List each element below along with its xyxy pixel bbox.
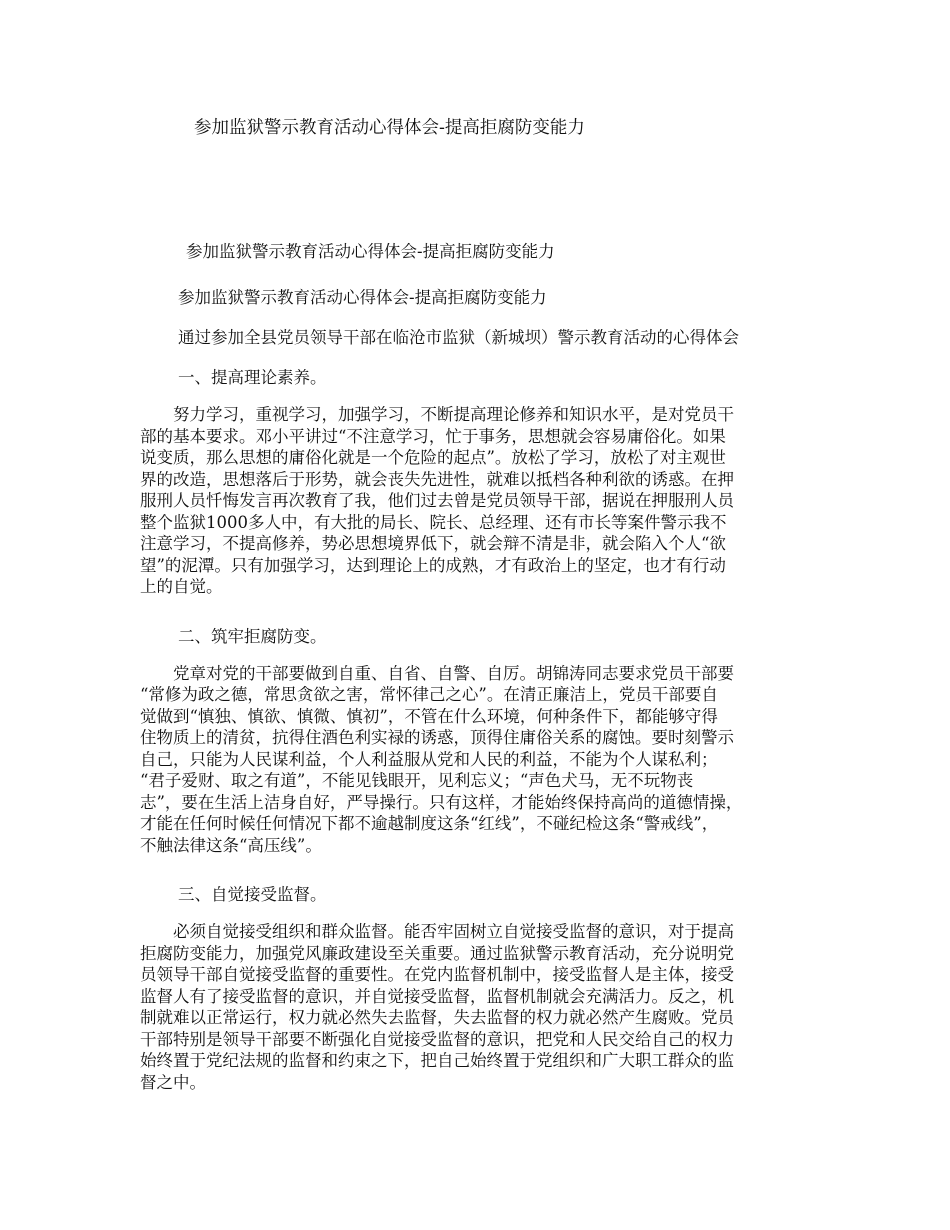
section-paragraph [140,663,820,857]
paragraph-line: 党章对党的干部要做到自重、自省、自警、自厉。胡锦涛同志要求党员干部要 [140,663,734,683]
sub-title: 参加监狱警示教育活动心得体会-提高拒腐防变能力 [186,242,555,261]
section-paragraph [140,921,820,1093]
intro-line: 通过参加全县党员领导干部在临沧市监狱（新城坝）警示教育活动的心得体会 [178,328,739,347]
section-heading: 二、筑牢拒腐防变。 [178,626,327,646]
paragraph-line: 界的改造，思想落后于形势，就会丧失先进性，就难以抵档各种利欲的诱惑。在押 [140,469,734,489]
paragraph-line: 监督人有了接受监督的意识，并自觉接受监督，监督机制就会充满活力。反之，机 [140,986,734,1006]
paragraph-line: 督之中。 [140,1072,206,1092]
paragraph-line: 部的基本要求。邓小平讲过“不注意学习，忙于事务，思想就会容易庸俗化。如果 [140,426,726,446]
paragraph-line: 干部特别是领导干部要不断强化自觉接受监督的意识，把党和人民交给自己的权力 [140,1029,734,1049]
paragraph-line: 说变质，那么思想的庸俗化就是一个危险的起点”。放松了学习，放松了对主观世 [140,448,726,467]
paragraph-line: 上的自觉。 [140,577,223,596]
page-title: 参加监狱警示教育活动心得体会-提高拒腐防变能力 [194,118,585,138]
paragraph-line: 必须自觉接受组织和群众监督。能否牢固树立自觉接受监督的意识，对于提高 [140,922,734,941]
paragraph-line: 自己，只能为人民谋利益，个人利益服从党和人民的利益，不能为个人谋私利； [140,749,718,769]
paragraph-line: “君子爱财、取之有道”，不能见钱眼开，见利忘义；“声色犬马，无不玩物丧 [140,771,694,790]
paragraph-line: 服刑人员忏悔发言再次教育了我，他们过去曾是党员领导干部，据说在押服刑人员 [140,491,734,510]
document-body [140,238,820,1118]
paragraph-line: 望”的泥潭。只有加强学习，达到理论上的成熟，才有政治上的坚定，也才有行动 [140,555,726,575]
paragraph-line: 不触法律这条“高压线”。 [140,835,322,855]
paragraph-line: 努力学习，重视学习，加强学习，不断提高理论修养和知识水平，是对党员干 [140,405,734,424]
paragraph-line: 注意学习，不提高修养，势必思想境界低下，就会辩不清是非，就会陷入个人“欲 [140,534,726,553]
paragraph-line: 才能在任何时候任何情况下都不逾越制度这条“红线”，不碰纪检这条“警戒线”， [140,814,719,833]
paragraph-line: 拒腐防变能力，加强党风廉政建设至关重要。通过监狱警示教育活动，充分说明党 [140,943,734,963]
section-paragraph [140,404,820,598]
paragraph-line: 制就难以正常运行，权力就必然失去监督，失去监督的权力就必然产生腐败。党员 [140,1008,734,1027]
paragraph-line: 住物质上的清贫，抗得住酒色利实禄的诱惑，顶得住庸俗关系的腐蚀。要时刻警示 [140,728,734,747]
paragraph-line: 整个监狱1000多人中，有大批的局长、院长、总经理、还有市长等案件警示我不 [140,512,727,532]
paragraph-line: 始终置于党纪法规的监督和约束之下，把自己始终置于党组织和广大职工群众的监 [140,1051,734,1070]
paragraph-line: “常修为政之德，常思贪欲之害，常怀律己之心”。在清正廉洁上，党员干部要自 [140,685,718,704]
paragraph-line: 觉做到“慎独、慎欲、慎微、慎初”，不管在什么环境，何种条件下，都能够守得 [140,706,718,726]
section-heading: 一、提高理论素养。 [178,368,327,387]
paragraph-line: 员领导干部自觉接受监督的重要性。在党内监督机制中，接受监督人是主体，接受 [140,965,734,984]
sub-title-repeat: 参加监狱警示教育活动心得体会-提高拒腐防变能力 [178,288,547,307]
paragraph-line: 志”，要在生活上洁身自好，严导操行。只有这样，才能始终保持高尚的道德情操， [140,792,743,812]
section-heading: 三、自觉接受监督。 [178,885,327,904]
